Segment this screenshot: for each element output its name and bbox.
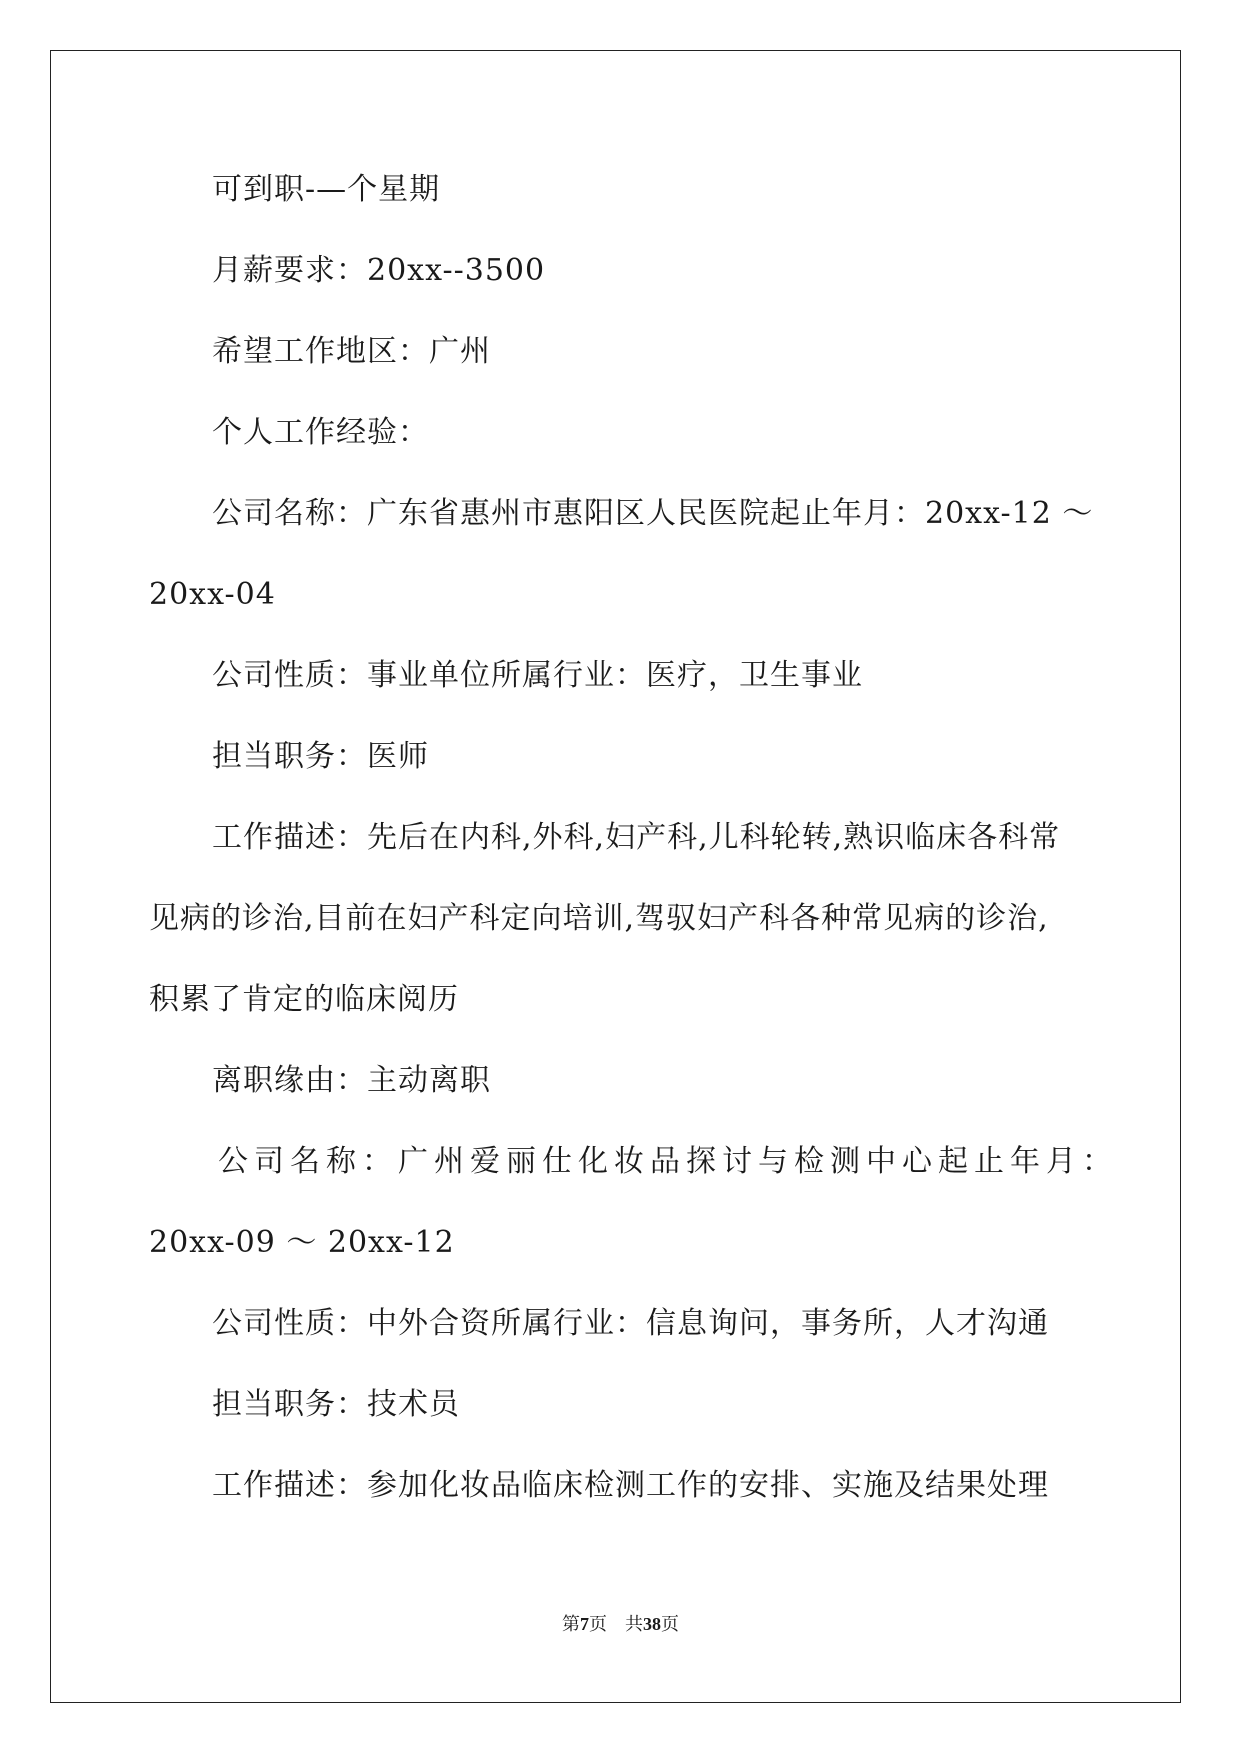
- footer-total-prefix: 共: [625, 1614, 643, 1634]
- text-line: 20xx-09 ～ 20xx-12: [149, 1225, 455, 1260]
- footer-total-suffix: 页: [661, 1614, 679, 1634]
- text-line: 见病的诊治,目前在妇产科定向培训,驾驭妇产科各种常见病的诊治,: [149, 901, 1049, 936]
- text-line: 个人工作经验：: [212, 415, 429, 450]
- text-line: 月薪要求：20xx--3500: [212, 253, 546, 288]
- page-footer: [0, 1612, 1241, 1636]
- text-line: 20xx-04: [149, 577, 276, 612]
- page-border: [50, 50, 1181, 1703]
- total-pages: 38: [643, 1614, 661, 1634]
- text-line: 公司名称：广州爱丽仕化妆品探讨与检测中心起止年月：: [218, 1144, 1118, 1179]
- text-line: 担当职务：医师: [212, 739, 429, 774]
- text-line: 离职缘由：主动离职: [212, 1063, 491, 1098]
- footer-page-suffix: 页: [589, 1614, 607, 1634]
- text-line: 工作描述：参加化妆品临床检测工作的安排、实施及结果处理: [212, 1468, 1049, 1503]
- footer-prefix: 第: [562, 1614, 580, 1634]
- text-line: 希望工作地区：广州: [212, 334, 491, 369]
- page-number: 7: [580, 1614, 589, 1634]
- text-line: 担当职务：技术员: [212, 1387, 460, 1422]
- text-line: 工作描述：先后在内科,外科,妇产科,儿科轮转,熟识临床各科常: [212, 820, 1061, 855]
- text-line: 公司性质：中外合资所属行业：信息询问，事务所，人才沟通: [212, 1306, 1049, 1341]
- text-line: 公司名称：广东省惠州市惠阳区人民医院起止年月：20xx-12 ～: [212, 496, 1094, 531]
- text-line: 积累了肯定的临床阅历: [149, 982, 459, 1017]
- text-line: 可到职-—个星期: [212, 172, 441, 207]
- text-line: 公司性质：事业单位所属行业：医疗，卫生事业: [212, 658, 863, 693]
